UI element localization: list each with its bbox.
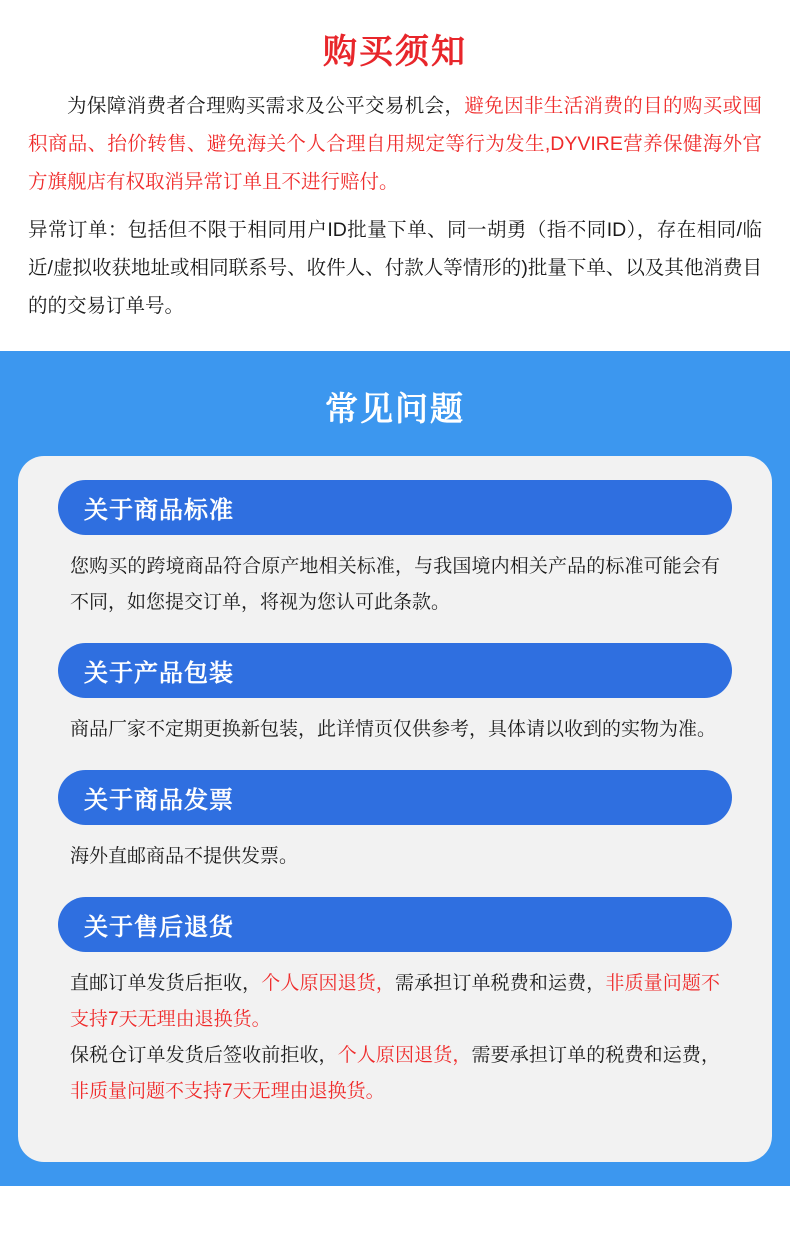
notice-paragraph-1 <box>28 87 762 201</box>
faq-return-line-1-black-1: 直邮订单发货后拒收， <box>70 973 262 994</box>
faq-item-after-sales-return <box>36 897 754 1110</box>
faq-heading-invoice[interactable]: 关于商品发票 <box>58 770 732 825</box>
faq-card <box>18 456 772 1162</box>
faq-body-invoice <box>70 839 720 875</box>
notice-paragraph-1-black: 为保障消费者合理购买需求及公平交易机会， <box>67 95 465 117</box>
faq-section <box>0 351 790 1186</box>
faq-item-packaging <box>36 643 754 748</box>
notice-paragraph-1-red: 避免因非生活消费的目的购买或囤积商品、抬价转售、避免海关个人合理自用规定等行为发生,DYVIRE营养保健海外官方旗舰店有权取消异常订单且不进行赔付。 <box>28 95 762 193</box>
page-title: 购买须知 <box>323 33 467 71</box>
faq-body-packaging <box>70 712 720 748</box>
faq-heading-product-standard[interactable]: 关于商品标准 <box>58 480 732 535</box>
faq-return-line-2-red-1: 个人原因退货， <box>337 1045 472 1066</box>
faq-return-line-1-red-1: 个人原因退货， <box>261 973 396 994</box>
faq-return-line-2-red-2: 非质量问题不支持7天无理由退换货。 <box>70 1081 385 1102</box>
faq-return-line-1 <box>70 966 720 1038</box>
faq-return-line-2-black-1: 保税仓订单发货后签收前拒收， <box>70 1045 338 1066</box>
faq-heading-after-sales-return[interactable]: 关于售后退货 <box>58 897 732 952</box>
faq-return-line-1-red-2: 非质量问题不支持7天无理由退换货。 <box>70 973 720 1030</box>
notice-paragraph-2: 异常订单：包括但不限于相同用户ID批量下单、同一胡勇（指不同ID），存在相同/临近/虚拟收获地址或相同联系号、收件人、付款人等情形的)批量下单、以及其他消费目的的交易订单号。 <box>28 219 762 317</box>
faq-title: 常见问题 <box>325 390 465 427</box>
faq-body-text: 商品厂家不定期更换新包装，此详情页仅供参考，具体请以收到的实物为准。 <box>70 719 717 740</box>
faq-body-product-standard <box>70 549 720 621</box>
faq-body-text: 您购买的跨境商品符合原产地相关标准，与我国境内相关产品的标准可能会有不同，如您提交订单，将视为您认可此条款。 <box>70 556 720 613</box>
faq-heading-packaging[interactable]: 关于产品包装 <box>58 643 732 698</box>
faq-body-text: 海外直邮商品不提供发票。 <box>70 846 299 867</box>
purchase-notice-section <box>0 0 790 351</box>
faq-body-after-sales-return <box>70 966 720 1110</box>
faq-item-invoice <box>36 770 754 875</box>
faq-return-line-1-black-2: 需承担订单税费和运费， <box>395 973 606 994</box>
faq-item-product-standard <box>36 480 754 621</box>
faq-return-line-2-black-2: 需要承担订单的税费和运费， <box>471 1045 720 1066</box>
faq-return-line-2 <box>70 1038 720 1110</box>
